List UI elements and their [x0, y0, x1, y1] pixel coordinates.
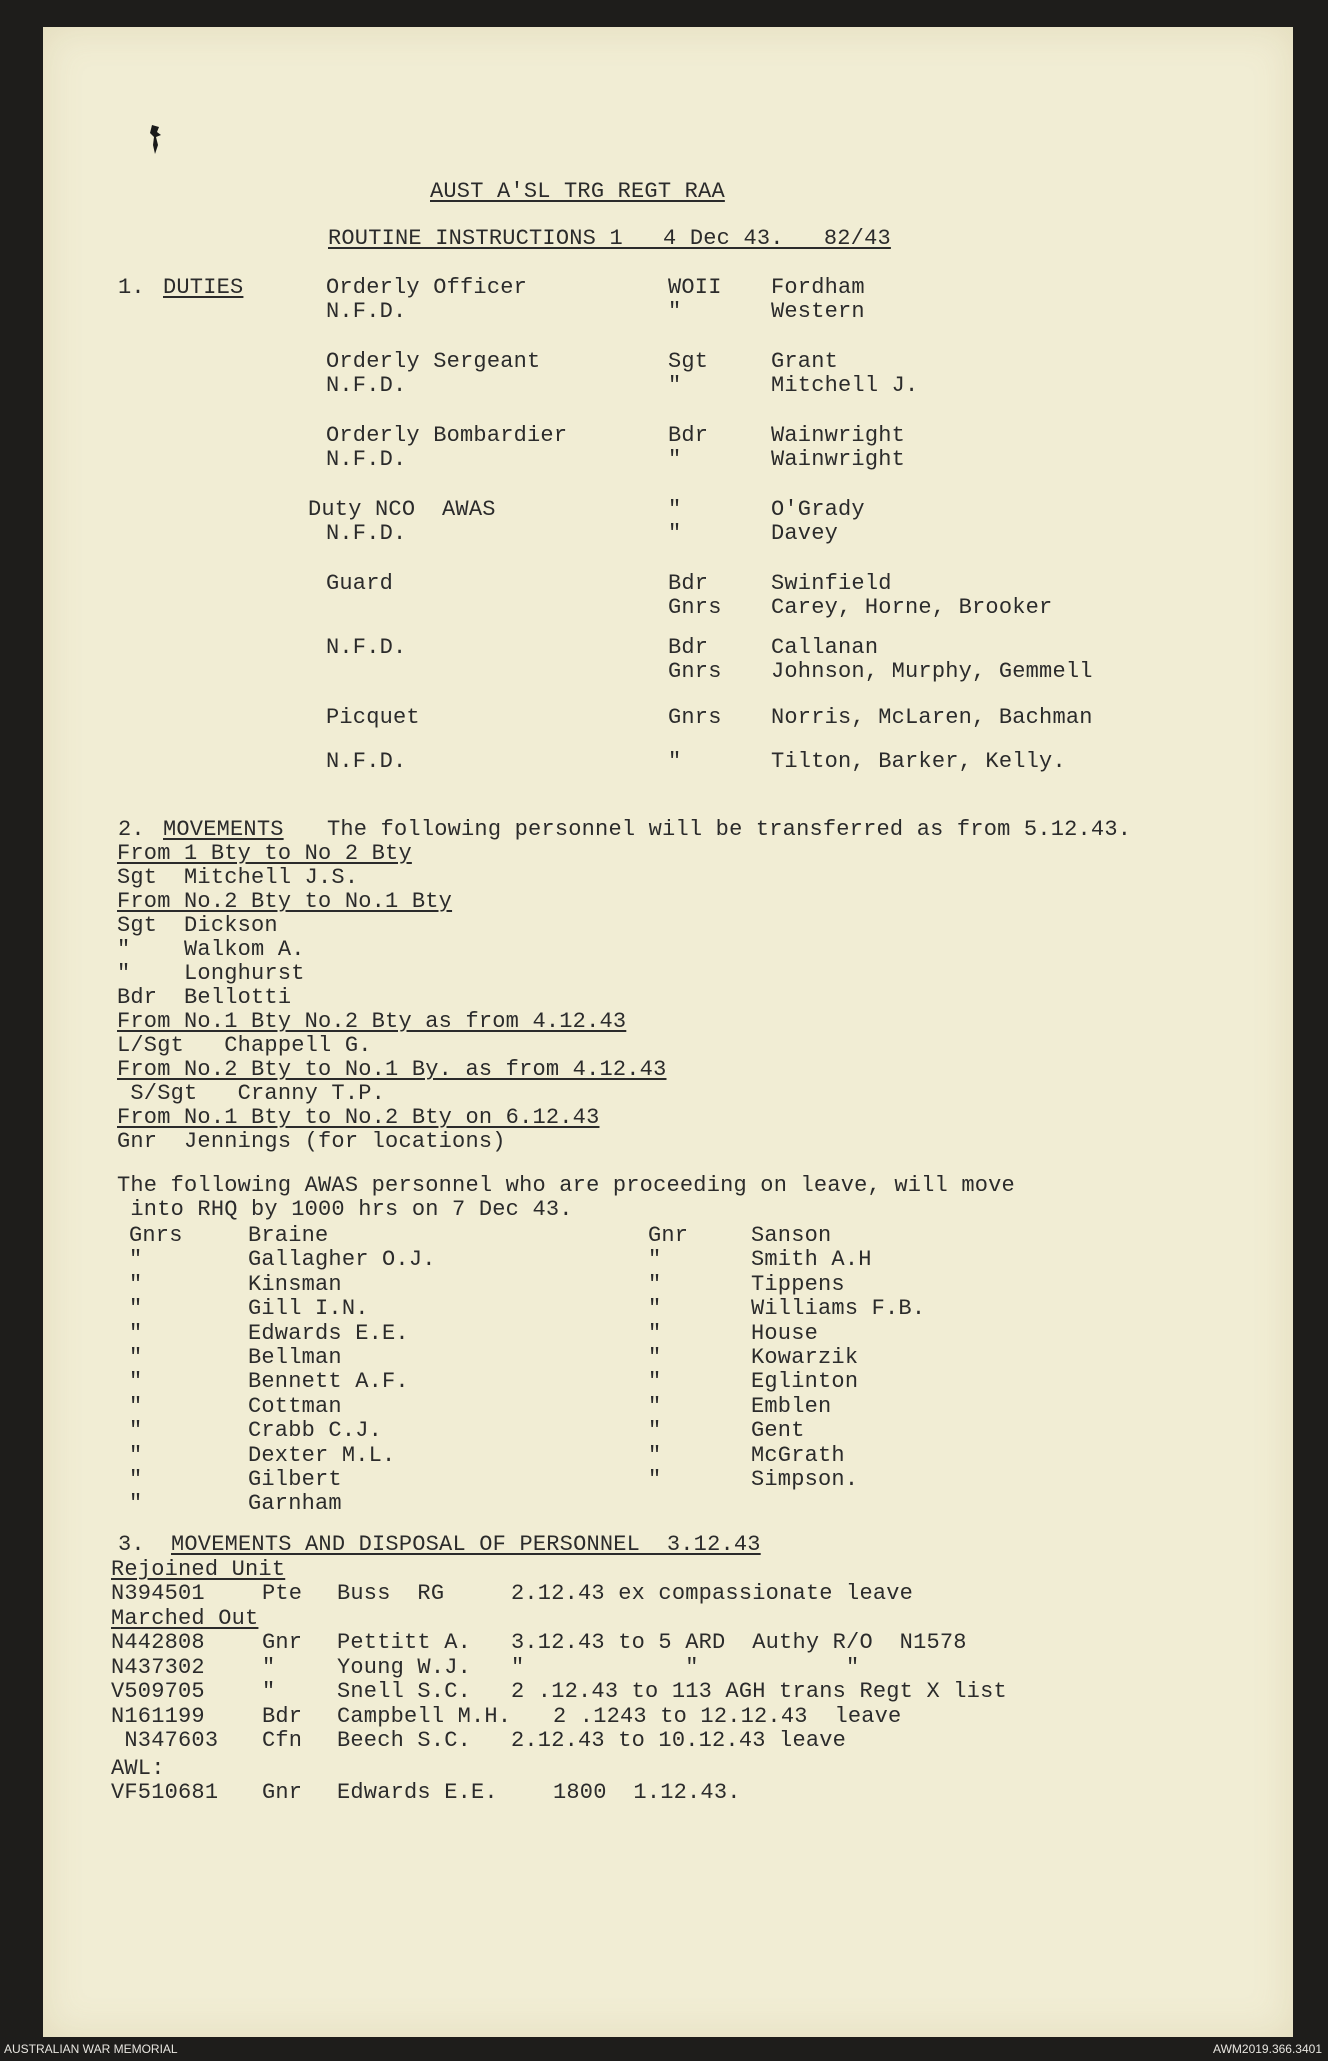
duty-role: N.F.D. [326, 635, 407, 660]
duty-rank: " [668, 521, 682, 546]
marched-detail: 2 .12.43 to 113 AGH trans Regt X list [511, 1679, 1007, 1704]
awas-name: Dexter M.L. [248, 1442, 396, 1468]
marched-detail: 3.12.43 to 5 ARD Authy R/O N1578 [511, 1630, 967, 1655]
movement-entry: " Longhurst [117, 961, 305, 986]
duty-role: N.F.D. [326, 521, 407, 546]
unit-title: AUST A'SL TRG REGT RAA [430, 179, 725, 204]
awas-rank: " [129, 1467, 143, 1492]
awas-name: Gill I.N. [248, 1296, 369, 1322]
duty-name: Norris, McLaren, Bachman [771, 705, 1093, 730]
marched-rank: " [262, 1654, 276, 1680]
marched-name: Campbell M.H. [337, 1703, 512, 1729]
marched-name: Beech S.C. [337, 1728, 472, 1753]
duty-role: Guard [326, 571, 394, 596]
awas-name: Eglinton [751, 1369, 859, 1395]
duty-name: Johnson, Murphy, Gemmell [771, 659, 1093, 684]
awas-name: Gilbert [248, 1467, 342, 1492]
movement-subheading: From 1 Bty to No 2 Bty [117, 841, 412, 866]
duty-name: Wainwright [771, 447, 906, 472]
movement-entry: L/Sgt Chappell G. [117, 1033, 372, 1058]
awas-rank: " [648, 1247, 662, 1273]
rejoined-detail: 2.12.43 ex compassionate leave [511, 1581, 914, 1606]
marched-number: N347603 [111, 1728, 219, 1753]
duties-number: 1. [118, 275, 145, 300]
document-page [43, 27, 1293, 2037]
awas-name: House [751, 1320, 819, 1346]
duty-role: N.F.D. [326, 447, 407, 472]
duty-rank: Gnrs [668, 595, 722, 620]
marched-name: Pettitt A. [337, 1630, 472, 1655]
rejoined-number: N394501 [111, 1581, 205, 1606]
duty-role: Orderly Sergeant [326, 349, 541, 374]
duty-role: Orderly Bombardier [326, 423, 568, 448]
duty-name: Swinfield [771, 571, 892, 596]
duty-role: N.F.D. [326, 749, 407, 774]
movement-subheading: From No.1 Bty to No.2 Bty on 6.12.43 [117, 1105, 600, 1130]
duty-rank: " [668, 447, 682, 472]
duty-rank: " [668, 373, 682, 398]
awas-name: Braine [248, 1223, 329, 1248]
movement-entry: S/Sgt Cranny T.P. [117, 1081, 386, 1106]
awl-label: AWL: [111, 1756, 165, 1781]
awas-name: Emblen [751, 1393, 832, 1419]
awas-rank: " [129, 1393, 143, 1419]
awas-name: Smith A.H [751, 1247, 872, 1273]
rejoined-rank: Pte [262, 1581, 303, 1606]
marched-rank: Cfn [262, 1728, 303, 1753]
duty-rank: " [668, 299, 682, 324]
awas-rank: Gnr [648, 1223, 689, 1248]
marched-number: N442808 [111, 1630, 205, 1655]
awas-rank: " [129, 1320, 143, 1346]
movement-subheading: From No.2 Bty to No.1 By. as from 4.12.43 [117, 1057, 667, 1082]
duty-name: Wainwright [771, 423, 906, 448]
footer-institution: AUSTRALIAN WAR MEMORIAL [4, 2042, 178, 2056]
marched-number: N161199 [111, 1703, 205, 1729]
awas-name: Edwards E.E. [248, 1320, 409, 1346]
awas-rank: " [129, 1418, 143, 1444]
marched-rank: Gnr [262, 1630, 303, 1655]
duty-name: Callanan [771, 635, 879, 660]
duty-name: Davey [771, 521, 839, 546]
movements-intro: The following personnel will be transferred as from 5.12.43. [327, 817, 1132, 842]
awl-name: Edwards E.E. [337, 1780, 498, 1805]
movement-entry: Sgt Dickson [117, 913, 278, 938]
movement-entry: Gnr Jennings (for locations) [117, 1129, 506, 1154]
awas-rank: " [129, 1491, 143, 1517]
duty-rank: Gnrs [668, 705, 722, 730]
awas-name: Kinsman [248, 1271, 342, 1297]
awas-rank: " [129, 1442, 143, 1468]
awas-name: Williams F.B. [751, 1296, 926, 1322]
marched-rank: Bdr [262, 1703, 303, 1729]
awas-rank: " [129, 1369, 143, 1395]
awas-name: Simpson. [751, 1467, 859, 1492]
awas-rank: " [129, 1247, 143, 1273]
awas-name: Garnham [248, 1491, 342, 1517]
routine-instructions-title: ROUTINE INSTRUCTIONS 1 4 Dec 43. 82/43 [328, 226, 891, 251]
awas-intro-line-2: into RHQ by 1000 hrs on 7 Dec 43. [117, 1197, 573, 1222]
marched-detail: " " " [511, 1654, 860, 1680]
marched-out-label: Marched Out [111, 1606, 259, 1631]
awas-rank: " [648, 1296, 662, 1322]
duty-role: Duty NCO AWAS [308, 497, 496, 522]
awas-name: Kowarzik [751, 1345, 859, 1370]
awas-intro-line-1: The following AWAS personnel who are proceeding on leave, will move [117, 1173, 1015, 1198]
marched-detail: 2.12.43 to 10.12.43 leave [511, 1728, 847, 1753]
movement-subheading: From No.2 Bty to No.1 Bty [117, 889, 453, 914]
movement-entry: Sgt Mitchell J.S. [117, 865, 359, 890]
awl-rank: Gnr [262, 1780, 303, 1805]
movement-subheading: From No.1 Bty No.2 Bty as from 4.12.43 [117, 1009, 627, 1034]
duty-rank: Sgt [668, 349, 709, 374]
movement-entry: " Walkom A. [117, 937, 305, 962]
awas-rank: " [648, 1418, 662, 1444]
awas-name: Tippens [751, 1271, 845, 1297]
awas-rank: " [648, 1467, 662, 1492]
awas-rank: " [648, 1320, 662, 1346]
duty-name: Tilton, Barker, Kelly. [771, 749, 1066, 774]
disposal-number: 3. [118, 1532, 145, 1557]
duty-role: N.F.D. [326, 373, 407, 398]
awas-rank: " [648, 1271, 662, 1297]
awl-number: VF510681 [111, 1780, 219, 1805]
awas-rank: " [648, 1345, 662, 1370]
duty-rank: Bdr [668, 635, 709, 660]
awas-name: Bellman [248, 1345, 342, 1370]
disposal-heading: MOVEMENTS AND DISPOSAL OF PERSONNEL 3.12.43 [171, 1532, 761, 1557]
marched-name: Young W.J. [337, 1654, 472, 1680]
duty-name: Western [771, 299, 865, 324]
awas-name: Gent [751, 1418, 805, 1444]
movement-entry: Bdr Bellotti [117, 985, 292, 1010]
marched-name: Snell S.C. [337, 1679, 472, 1704]
duty-role: Picquet [326, 705, 420, 730]
marched-detail: 2 .1243 to 12.12.43 leave [553, 1703, 902, 1729]
movements-number: 2. [118, 817, 145, 842]
awas-rank: " [129, 1296, 143, 1322]
awas-name: Sanson [751, 1223, 832, 1248]
duty-name: Mitchell J. [771, 373, 919, 398]
awas-name: Crabb C.J. [248, 1418, 383, 1444]
duty-role: N.F.D. [326, 299, 407, 324]
footer-accession-number: AWM2019.366.3401 [1213, 2042, 1322, 2056]
duty-name: Grant [771, 349, 839, 374]
duty-rank: WOII [668, 275, 722, 300]
duty-rank: Bdr [668, 423, 709, 448]
marched-number: N437302 [111, 1654, 205, 1680]
duty-rank: " [668, 749, 682, 774]
duties-heading: DUTIES [163, 275, 244, 300]
duty-name: Carey, Horne, Brooker [771, 595, 1053, 620]
movements-heading: MOVEMENTS [163, 817, 284, 842]
duty-rank: " [668, 497, 682, 522]
awas-name: Gallagher O.J. [248, 1247, 436, 1273]
awas-rank: " [129, 1345, 143, 1370]
rejoined-unit-label: Rejoined Unit [111, 1557, 286, 1582]
duty-rank: Gnrs [668, 659, 722, 684]
awas-name: Bennett A.F. [248, 1369, 409, 1395]
duty-name: O'Grady [771, 497, 865, 522]
marched-number: V509705 [111, 1679, 205, 1704]
awas-rank: " [648, 1393, 662, 1419]
awl-detail: 1800 1.12.43. [553, 1780, 741, 1805]
awas-rank: " [648, 1442, 662, 1468]
duty-name: Fordham [771, 275, 865, 300]
awas-rank: " [129, 1271, 143, 1297]
marched-rank: " [262, 1679, 276, 1704]
ink-blot-icon [149, 123, 163, 157]
awas-rank: Gnrs [129, 1223, 183, 1248]
awas-name: McGrath [751, 1442, 845, 1468]
awas-rank: " [648, 1369, 662, 1395]
awas-name: Cottman [248, 1393, 342, 1419]
rejoined-name: Buss RG [337, 1581, 445, 1606]
duty-rank: Bdr [668, 571, 709, 596]
duty-role: Orderly Officer [326, 275, 528, 300]
